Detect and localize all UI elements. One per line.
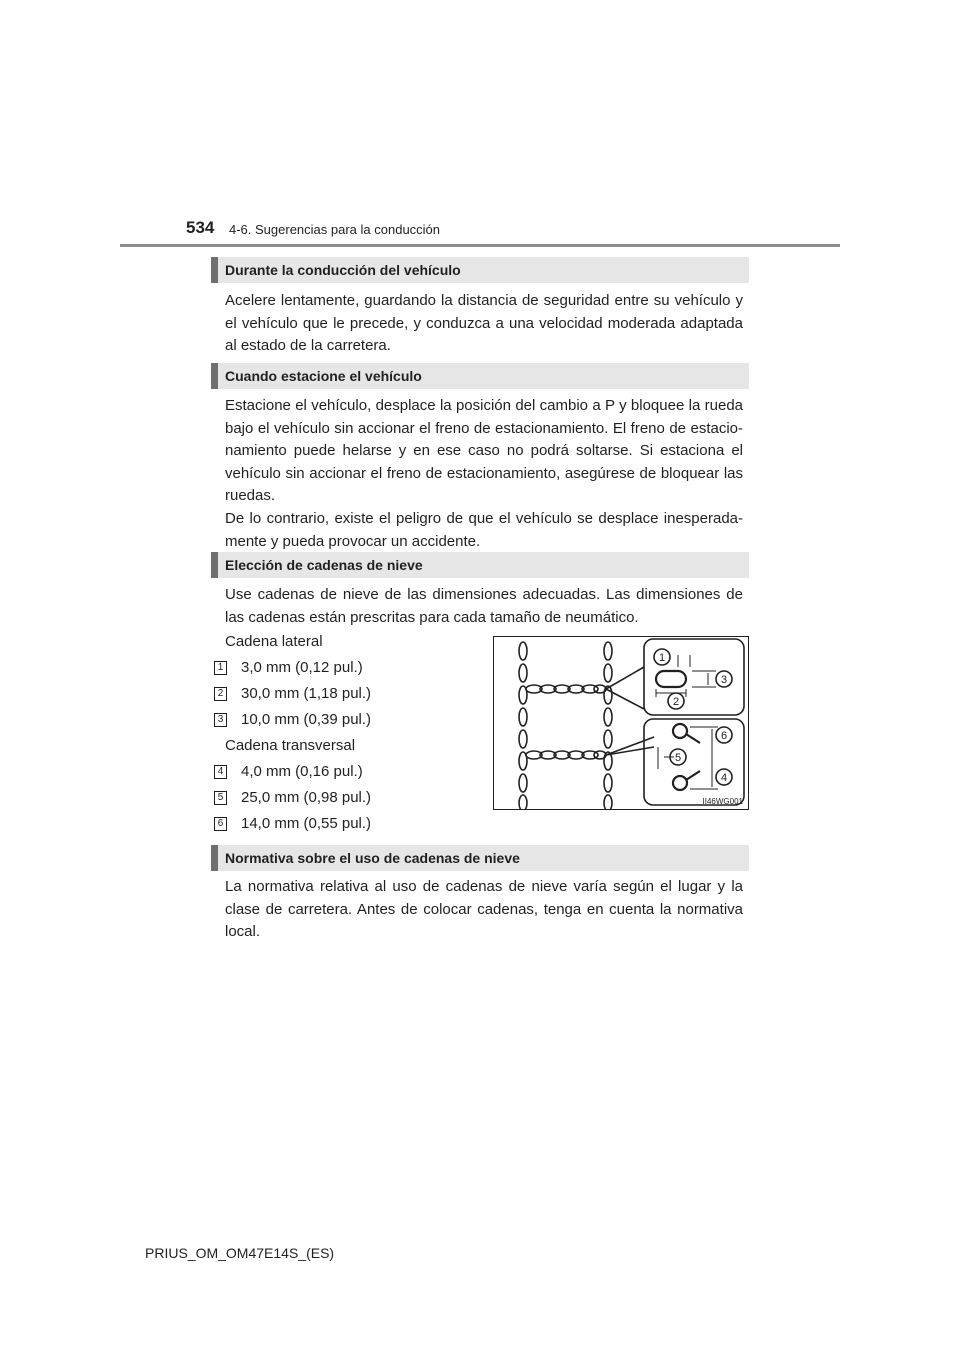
snow-chain-figure [493,636,749,810]
callout-3: 3 [720,674,728,686]
callout-6: 6 [720,730,728,742]
list-item [214,762,363,782]
section-header-parking: Cuando estacione el vehículo [211,363,749,389]
figure-code: II46WG001 [702,797,743,806]
callout-2: 2 [672,696,680,708]
parking-paragraph-2: De lo contrario, existe el peligro de que el vehículo se desplace inesperada-mente y pueda provocar un accidente. [225,510,743,550]
list-item [214,684,371,704]
driving-paragraph: Acelere lentamente, guardando la distancia de seguridad entre su vehículo y el vehículo que le precede, y conduzca a una velocidad moderada adaptada al estado de la carretera. [225,292,743,354]
chapter-title: 4-6. Sugerencias para la conducción [229,222,441,237]
item-value: 30,0 mm (1,18 pul.) [241,685,372,702]
section-header-chains: Elección de cadenas de nieve [211,552,749,578]
list-item [214,710,371,730]
callout-number: 4 [214,765,227,779]
section-header-rules: Normativa sobre el uso de cadenas de nieve [211,845,749,871]
callout-number: 3 [214,713,227,727]
rules-paragraph: La normativa relativa al uso de cadenas de nieve varía según el lugar y la clase de carretera. Antes de colocar cadenas, tenga en cuenta la normativa local. [225,878,743,940]
callout-number: 5 [214,791,227,805]
section-header-driving: Durante la conducción del vehículo [211,257,749,283]
side-chain-label: Cadena lateral [225,633,323,650]
item-value: 14,0 mm (0,55 pul.) [241,815,372,832]
callout-4: 4 [720,772,728,784]
callout-number: 1 [214,661,227,675]
item-value: 25,0 mm (0,98 pul.) [241,789,372,806]
snow-chain-illustration [494,637,748,809]
chains-paragraph: Use cadenas de nieve de las dimensiones adecuadas. Las dimensiones de las cadenas están prescritas para cada tamaño de neumático. [225,586,743,626]
list-item [214,814,371,834]
item-value: 4,0 mm (0,16 pul.) [241,763,363,780]
callout-number: 6 [214,817,227,831]
callout-number: 2 [214,687,227,701]
list-item [214,788,371,808]
callout-1: 1 [658,652,666,664]
item-value: 3,0 mm (0,12 pul.) [241,659,363,676]
list-item [214,658,363,678]
parking-paragraph-1: Estacione el vehículo, desplace la posición del cambio a P y bloquee la rueda bajo el vehículo sin accionar el freno de estacionamiento. El freno de estacio-namiento puede helarse y en ese caso no podrá soltarse. Si estaciona el vehículo sin accionar el freno de estacionamiento, asegúrese de bloquear las ruedas. [225,397,743,504]
header-rule [120,244,840,247]
page-number: 534 [186,218,215,237]
item-value: 10,0 mm (0,39 pul.) [241,711,372,728]
callout-5: 5 [674,752,682,764]
document-code: PRIUS_OM_OM47E14S_(ES) [145,1245,335,1261]
cross-chain-label: Cadena transversal [225,737,356,754]
